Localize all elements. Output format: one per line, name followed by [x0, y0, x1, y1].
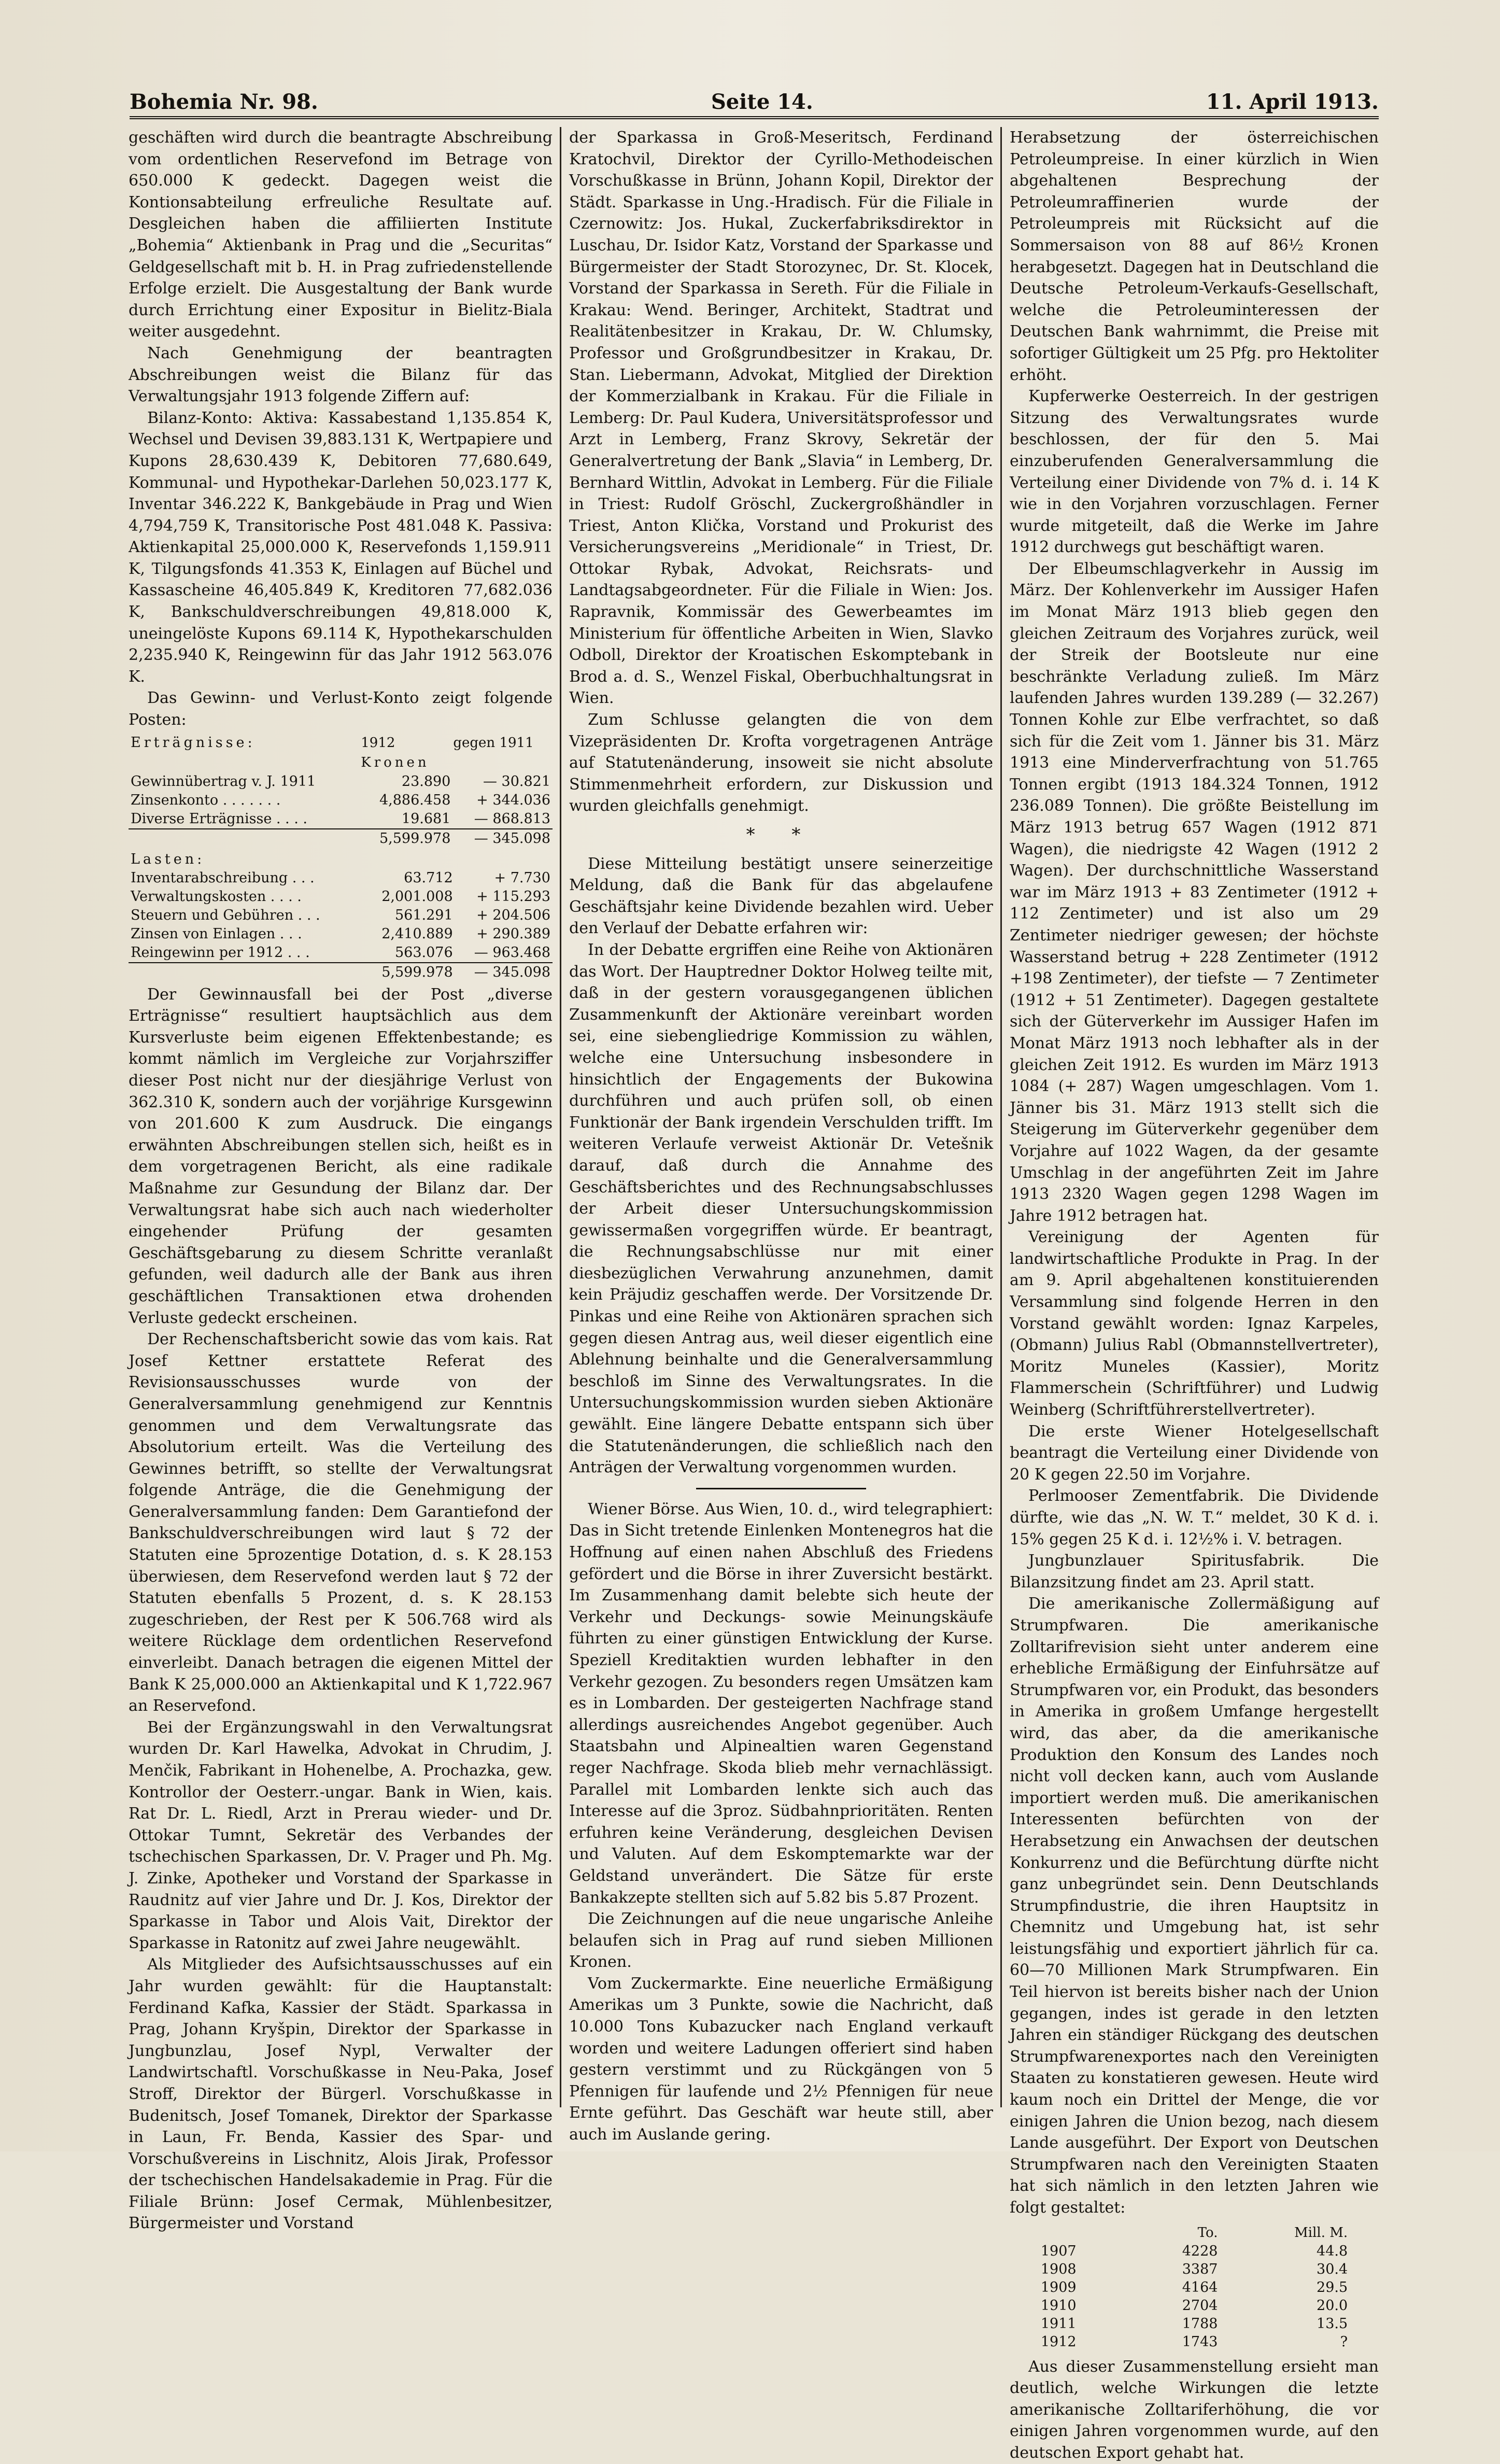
section-separator-stars: * *	[746, 824, 816, 845]
table-column-header: To.	[1197, 2224, 1218, 2241]
table-row: Zinsenkonto . . . . . . . 4,886.458 + 344.036	[131, 792, 550, 808]
header-page-number: Seite 14.	[711, 90, 813, 114]
article-text: Die erste Wiener Hotelgesellschaft beantragt die Verteilung einer Dividende von 20 K gegen 22.50 im Vorjahre.	[1010, 1422, 1379, 1484]
table-row: Zinsen von Einlagen . . . 2,410.889 + 290.389	[131, 925, 550, 942]
article-text: Der Rechenschaftsbericht sowie das vom kais. Rat Josef Kettner erstattete Referat des Revisionsausschusses wurde von der Generalversammlung genehmigend zur Kenntnis genommen und dem Verwaltungsrate das Absolutorium erteilt. Was die Verteilung des Gewinnes betrifft, so stellte der Verwaltungsrat folgende Anträge, die die Genehmigung der Generalversammlung fanden: Dem Garantiefond der Bankschuldverschreibungen wird laut § 72 der Statuten eine 5prozentige Dotation, d. s. K 28.153 überwiesen, dem Reservefond werden laut § 72 der Statuten ebenfalls 5 Prozent, d. s. K 28.153 zugeschrieben, der Rest per K 506.768 wird als weitere Rücklage dem ordentlichen Reservefond einverleibt. Danach betragen die eigenen Mittel der Bank K 25,000.000 an Aktienkapital und K 1,722.967 an Reservefond.	[129, 1330, 553, 1715]
income-table	[129, 733, 553, 848]
table-row: 1911 1788 13.5	[1040, 2315, 1348, 2332]
article-text: In der Debatte ergriffen eine Reihe von Aktionären das Wort. Der Hauptredner Doktor Holweg teilte mit, daß in der gestern vorausgegangenen üblichen Zusammenkunft der Aktionäre vereinbart worden sei, eine siebengliedrige Kommission zu wählen, welche eine Untersuchung insbesondere in hinsichtlich der Engagements der Bukowina durchführen und auch prüfen soll, ob einen Funktionär der Bank irgendein Verschulden trifft. Im weiteren Verlaufe verweist Aktionär Dr. Vetešnik darauf, daß durch die Annahme des Geschäftsberichtes und des Rechnungsabschlusses der Arbeit dieser Untersuchungskommission gewissermaßen vorgegriffen würde. Er beantragt, die Rechnungsabschlüsse nur mit einer diesbezüglichen Verwahrung anzunehmen, damit kein Präjudiz geschaffen werde. Der Vorsitzende Dr. Pinkas und eine Reihe von Aktionären sprachen sich gegen diesen Antrag aus, weil dieser eigentlich eine Ablehnung beinhalte und die Generalversammlung beschloß im Sinne des Verwaltungsrates. In die Untersuchungskommission wurden sieben Aktionäre gewählt. Eine längere Debatte entspann sich über die Statutenänderungen, die schließlich nach den Anträgen der Verwaltung vorgenommen wurden.	[569, 940, 993, 1477]
table-row: 1912 1743 ?	[1040, 2333, 1348, 2350]
article-text: Kupferwerke Oesterreich. In der gestrigen Sitzung des Verwaltungsrates wurde beschlossen, der für den 5. Mai einzuberufenden Generalversammlung die Verteilung einer Dividende von 7% d. i. 14 K wie in den Vorjahren vorzuschlagen. Ferner wurde mitgeteilt, daß die Werke im Jahre 1912 durchwegs gut beschäftigt waren.	[1010, 387, 1379, 557]
article-text: Als Mitglieder des Aufsichtsausschusses auf ein Jahr wurden gewählt: für die Hauptanstalt: Ferdinand Kafka, Kassier der Städt. Sparkassa in Prag, Johann Kryšpin, Direktor der Sparkasse in Jungbunzlau, Josef Nypl, Verwalter der Landwirtschaftl. Vorschußkasse in Neu-Paka, Josef Stroff, Direktor der Bürgerl. Vorschußkasse in Budenitsch, Josef Tomanek, Direktor der Sparkasse in Laun, Fr. Benda, Kassier des Spar- und Vorschußvereins in Lischnitz, Alois Jirak, Professor der tschechischen Handelsakademie in Prag. Für die Filiale Brünn: Josef Cermak, Mühlenbesitzer, Bürgermeister und Vorstand	[129, 1955, 553, 2233]
table-row: Gewinnübertrag v. J. 1911 23.890 — 30.821	[131, 773, 550, 790]
article-text: Aus dieser Zusammenstellung ersieht man deutlich, welche Wirkungen die letzte amerikanische Zolltariferhöhung, die vor einigen Jahren vorgenommen wurde, auf den deutschen Export gehabt hat.	[1010, 2357, 1379, 2462]
article-text: der Sparkassa in Groß-Meseritsch, Ferdinand Kratochvil, Direktor der Cyrillo-Methodeischen Vorschußkasse in Brünn, Johann Kopil, Direktor der Städt. Sparkasse in Ung.-Hradisch. Für die Filiale in Czernowitz: Jos. Hukal, Zuckerfabriksdirektor in Luschau, Dr. Isidor Katz, Vorstand der Sparkasse und Bürgermeister der Stadt Storozynec, Dr. St. Klocek, Vorstand der Sparkassa in Sereth. Für die Filiale in Krakau: Wend. Beringer, Architekt, Stadtrat und Realitätenbesitzer in Krakau, Dr. W. Chlumsky, Professor und Großgrundbesitzer in Krakau, Dr. Stan. Liebermann, Advokat, Mitglied der Direktion der Kommerzialbank in Krakau. Für die Filiale in Lemberg: Dr. Paul Kudera, Universitätsprofessor und Arzt in Lemberg, Franz Skrovy, Sekretär der Generalvertretung der Bank „Slavia“ in Lemberg, Dr. Bernhard Wittlin, Advokat in Lemberg. Für die Filiale in Triest: Rudolf Gröschl, Zuckergroßhändler in Triest, Anton Klička, Vorstand und Prokurist des Versicherungsvereins „Meridionale“ in Triest, Dr. Ottokar Rybak, Advokat, Reichsrats- und Landtagsabgeordneter. Für die Filiale in Wien: Jos. Rapravnik, Kommissär des Gewerbeamtes im Ministerium für öffentliche Arbeiten in Wien, Slavko Odboll, Direktor der Kroatischen Eskomptebank in Brod a. d. S., Wenzel Fiskal, Oberbuchhaltungsrat in Wien.	[569, 129, 993, 708]
table-row: Steuern und Gebühren . . . 561.291 + 204.506	[131, 907, 550, 923]
table-row: Diverse Erträgnisse . . . . 19.681 — 868.813	[131, 810, 550, 827]
table-heading: Erträgnisse:	[131, 734, 256, 751]
table-row: Inventarabschreibung . . . 63.712 + 7.730	[131, 869, 550, 886]
table-sum-row: 5,599.978 — 345.098	[129, 829, 553, 848]
table-row: Reingewinn per 1912 . . . 563.076 — 963.468	[131, 944, 550, 961]
article-text: Jungbunzlauer Spiritusfabrik. Die Bilanzsitzung findet am 23. April statt.	[1010, 1552, 1379, 1592]
article-text: Zum Schlusse gelangten die von dem Vizepräsidenten Dr. Krofta vorgetragenen Anträge auf Statutenänderung, insoweit sie nicht absolute Stimmenmehrheit erfordern, zur Diskussion und wurden gleichfalls genehmigt.	[569, 711, 993, 815]
column-rule-1	[560, 127, 561, 2107]
page-header	[130, 78, 1379, 119]
column-3	[1010, 127, 1379, 2462]
table-column-header: gegen 1911	[453, 735, 534, 751]
article-text: geschäften wird durch die beantragte Abschreibung vom ordentlichen Reservefond im Betrage von 650.000 K gedeckt. Dagegen weist die Kontionsabteilung erfreuliche Resultate auf. Desgleichen haben die affiliierten Institute „Bohemia“ Aktienbank in Prag und die „Securitas“ Geldgesellschaft mit b. H. in Prag zufriedenstellende Erfolge erzielt. Die Ausgestaltung der Bank wurde durch Errichtung einer Expositur in Bielitz-Biala weiter ausgedehnt.	[129, 129, 553, 341]
export-table	[1036, 2224, 1353, 2351]
article-text: Perlmooser Zementfabrik. Die Dividende dürfte, wie das „N. W. T.“ meldet, 30 K d. i. 15% gegen 25 K d. i. 12½% i. V. betragen.	[1010, 1487, 1379, 1548]
table-row: 1910 2704 20.0	[1040, 2297, 1348, 2314]
article-text: Bilanz-Konto: Aktiva: Kassabestand 1,135.854 K, Wechsel und Devisen 39,883.131 K, Wertpapiere und Kupons 28,630.439 K, Debitoren 77,680.649, Kommunal- und Hypothekar-Darlehen 50,023.177 K, Inventar 346.222 K, Bankgebäude in Prag und Wien 4,794,759 K, Transitorische Post 481.048 K. Passiva: Aktienkapital 25,000.000 K, Reservefonds 1,159.911 K, Tilgungsfonds 41.353 K, Einlagen auf Büchel und Kassascheine 46,405.849 K, Kreditoren 77,682.036 K, Bankschuldverschreibungen 49,818.000 K, uneingelöste Kupons 69.114 K, Hypothekarschulden 2,235.940 K, Reingewinn für das Jahr 1912 563.076 K.	[129, 409, 553, 686]
article-text: Herabsetzung der österreichischen Petroleumpreise. In einer kürzlich in Wien abgehaltenen Besprechung der Petroleumraffinerien wurde der Petroleumpreis mit Rücksicht auf die Sommersaison von 88 auf 86½ Kronen herabgesetzt. Dagegen hat in Deutschland die Deutsche Petroleum-Verkaufs-Gesellschaft, welche die Petroleuminteressen der Deutschen Bank wahrnimmt, die Preise mit sofortiger Gültigkeit um 25 Pfg. pro Hektoliter erhöht.	[1010, 129, 1379, 384]
table-unit-header: Kronen	[361, 754, 430, 770]
header-date: 11. April 1913.	[1206, 90, 1379, 114]
article-text: Der Elbeumschlagverkehr in Aussig im März. Der Kohlenverkehr im Aussiger Hafen im Monat März 1913 blieb gegen den gleichen Zeitraum des Vorjahres zurück, weil der Streik der Bootsleute nur eine beschränkte Verladung zuließ. Im März laufenden Jahres wurden 139.289 (— 32.267) Tonnen Kohle zur Elbe verfrachtet, so daß sich für die Zeit vom 1. Jänner bis 31. März 1913 eine Minderverfrachtung von 51.765 Tonnen ergibt (1913 184.324 Tonnen, 1912 236.089 Tonnen). Die größte Beistellung im März 1913 betrug 657 Wagen (1912 871 Wagen), die niedrigste 42 Wagen (1912 2 Wagen). Der durchschnittliche Wasserstand war im März 1913 + 83 Zentimeter (1912 + 112 Zentimeter) und ist also um 29 Zentimeter niedriger gewesen; der höchste Wasserstand betrug + 228 Zentimeter (1912 +198 Zentimeter), der tiefste — 7 Zentimeter (1912 + 51 Zentimeter). Dagegen gestaltete sich der Güterverkehr im Aussiger Hafen im Monat März 1913 noch lebhafter als in der gleichen Zeit 1912. Es wurden im März 1913 1084 (+ 287) Wagen umgeschlagen. Vom 1. Jänner bis 31. März 1913 stellt sich die Steigerung im Güterverkehr gegenüber dem Vorjahre auf 1022 Wagen, da der gesamte Umschlag in der angeführten Zeit im Jahre 1913 2320 Wagen gegen 1298 Wagen im Jahre 1912 betragen hat.	[1010, 559, 1379, 1225]
article-text: Der Gewinnausfall bei der Post „diverse Erträgnisse“ resultiert hauptsächlich aus dem Kursverluste beim eigenen Effektenbestande; es kommt nämlich im Vergleiche zur Vorjahrsziffer dieser Post nicht nur der diesjährige Verlust von 362.310 K, sondern auch der vorjährige Kursgewinn von 201.600 K zum Ausdruck. Die eingangs erwähnten Abschreibungen stellen sich, heißt es in dem vorgetragenen Bericht, als eine radikale Maßnahme zur Gesundung der Bilanz dar. Der Verwaltungsrat habe sich auch nach wiederholter eingehender Prüfung der gesamten Geschäftsgebarung zu diesem Schritte veranlaßt gefunden, weil dadurch alle der Bank aus ihren geschäftlichen Transaktionen etwa drohenden Verluste gedeckt erscheinen.	[129, 985, 553, 1327]
article-text: Die amerikanische Zollermäßigung auf Strumpfwaren. Die amerikanische Zolltarifrevision sieht unter anderem eine erhebliche Ermäßigung der Einfuhrsätze auf Strumpfwaren vor, ein Produkt, das besonders in Amerika in großem Umfange hergestellt wird, das aber, da die amerikanische Produktion den Konsum des Landes noch nicht voll decken kann, auch vom Auslande importiert werden muß. Die amerikanischen Interessenten befürchten von der Herabsetzung ein Anwachsen der deutschen Konkurrenz und die Befürchtung dürfte nicht ganz unbegründet sein. Denn Deutschlands Strumpfindustrie, die ihren Hauptsitz in Chemnitz und Umgebung hat, ist sehr leistungsfähig und exportiert jährlich für ca. 60—70 Millionen Mark Strumpfwaren. Ein Teil hiervon ist bereits bisher nach der Union gegangen, indes ist gerade in den letzten Jahren ein ständiger Rückgang des deutschen Strumpfwarenexportes nach den Vereinigten Staaten zu konstatieren gewesen. Heute wird kaum noch ein Drittel der Menge, die vor einigen Jahren die Union bezog, nach diesem Lande ausgeführt. Der Export von Deutschen Strumpfwaren nach den Vereinigten Staaten hat sich nämlich in den letzten Jahren wie folgt gestaltet:	[1010, 1595, 1379, 2217]
table-row: Verwaltungskosten . . . . 2,001.008 + 115.293	[131, 888, 550, 905]
table-column-header: Mill. M.	[1294, 2224, 1348, 2241]
article-text: Die Zeichnungen auf die neue ungarische Anleihe belaufen sich in Prag auf rund sieben Millionen Kronen.	[569, 1910, 993, 1972]
article-text: Nach Genehmigung der beantragten Abschreibungen weist die Bilanz für das Verwaltungsjahr 1913 folgende Ziffern auf:	[129, 344, 553, 406]
table-row: 1909 4164 29.5	[1040, 2279, 1348, 2296]
header-masthead: Bohemia Nr. 98.	[130, 90, 318, 114]
section-divider	[696, 1488, 866, 1489]
column-2	[569, 127, 993, 2144]
column-1	[129, 127, 553, 2233]
article-text: Diese Mitteilung bestätigt unsere seinerzeitige Meldung, daß die Bank für das abgelaufene Geschäftsjahr keine Dividende bezahlen wird. Ueber den Verlauf der Debatte erfahren wir:	[569, 854, 993, 938]
article-text: Vom Zuckermarkte. Eine neuerliche Ermäßigung Amerikas um 3 Punkte, sowie die Nachricht, daß 10.000 Tons Kubazucker nach England verkauft worden und weitere Ladungen offeriert sind haben gestern verstimmt und zu Rückgängen von 5 Pfennigen für laufende und 2½ Pfennigen für neue Ernte geführt. Das Geschäft war heute still, aber auch im Auslande gering.	[569, 1974, 993, 2144]
article-text: Das Gewinn- und Verlust-Konto zeigt folgende Posten:	[129, 689, 553, 729]
table-heading: Lasten:	[131, 851, 205, 867]
table-sum-row: 5,599.978 — 345.098	[129, 963, 553, 982]
column-rule-2	[1000, 127, 1002, 2107]
article-text: Bei der Ergänzungswahl in den Verwaltungsrat wurden Dr. Karl Hawelka, Advokat in Chrudim, J. Menčik, Fabrikant in Hohenelbe, A. Prochazka, gew. Kontrollor der Oesterr.-ungar. Bank in Wien, kais. Rat Dr. L. Riedl, Arzt in Prerau wieder- und Dr. Ottokar Tumnt, Sekretär des Verbandes der tschechischen Sparkassen, Dr. V. Prager und Ph. Mg. J. Zinke, Apotheker und Vorstand der Sparkasse in Raudnitz auf vier Jahre und Dr. J. Kos, Direktor der Sparkasse in Tabor und Alois Vait, Direktor der Sparkasse in Ratonitz auf zwei Jahre neugewählt.	[129, 1718, 553, 1952]
article-text: Vereinigung der Agenten für landwirtschaftliche Produkte in Prag. In der am 9. April abgehaltenen konstituierenden Versammlung sind folgende Herren in den Vorstand gewählt worden: Ignaz Karpeles, (Obmann) Julius Rabl (Obmannstellvertreter), Moritz Muneles (Kassier), Moritz Flammerschein (Schriftführer) und Ludwig Weinberg (Schriftführerstellvertreter).	[1010, 1228, 1379, 1419]
table-column-header: 1912	[361, 735, 395, 751]
expense-table	[129, 850, 553, 982]
table-row: 1908 3387 30.4	[1040, 2261, 1348, 2277]
table-row: 1907 4228 44.8	[1040, 2243, 1348, 2259]
article-text: Wiener Börse. Aus Wien, 10. d., wird telegraphiert: Das in Sicht tretende Einlenken Montenegros hat die Hoffnung auf einen nahen Abschluß des Friedens gefördert und die Börse in ihrer Zuversicht bestärkt. Im Zusammenhang damit belebte sich heute der Verkehr und Deckungs- sowie Meinungskäufe führten zu einer günstigen Entwicklung der Kurse. Speziell Kreditaktien wurden lebhafter in den Verkehr gezogen. Zu besonders regen Umsätzen kam es in Lombarden. Der gesteigerten Nachfrage stand allerdings ausreichendes Angebot gegenüber. Auch Staatsbahn und Alpinealtien waren Gegenstand reger Nachfrage. Skoda blieb mehr vernachlässigt. Parallel mit Lombarden lenkte sich auch das Interesse auf die 3proz. Südbahnprioritäten. Renten erfuhren keine Veränderung, desgleichen Devisen und Valuten. Auf dem Eskomptemarkte war der Geldstand unverändert. Die Sätze für erste Bankakzepte stellten sich auf 5.82 bis 5.87 Prozent.	[569, 1500, 993, 1907]
